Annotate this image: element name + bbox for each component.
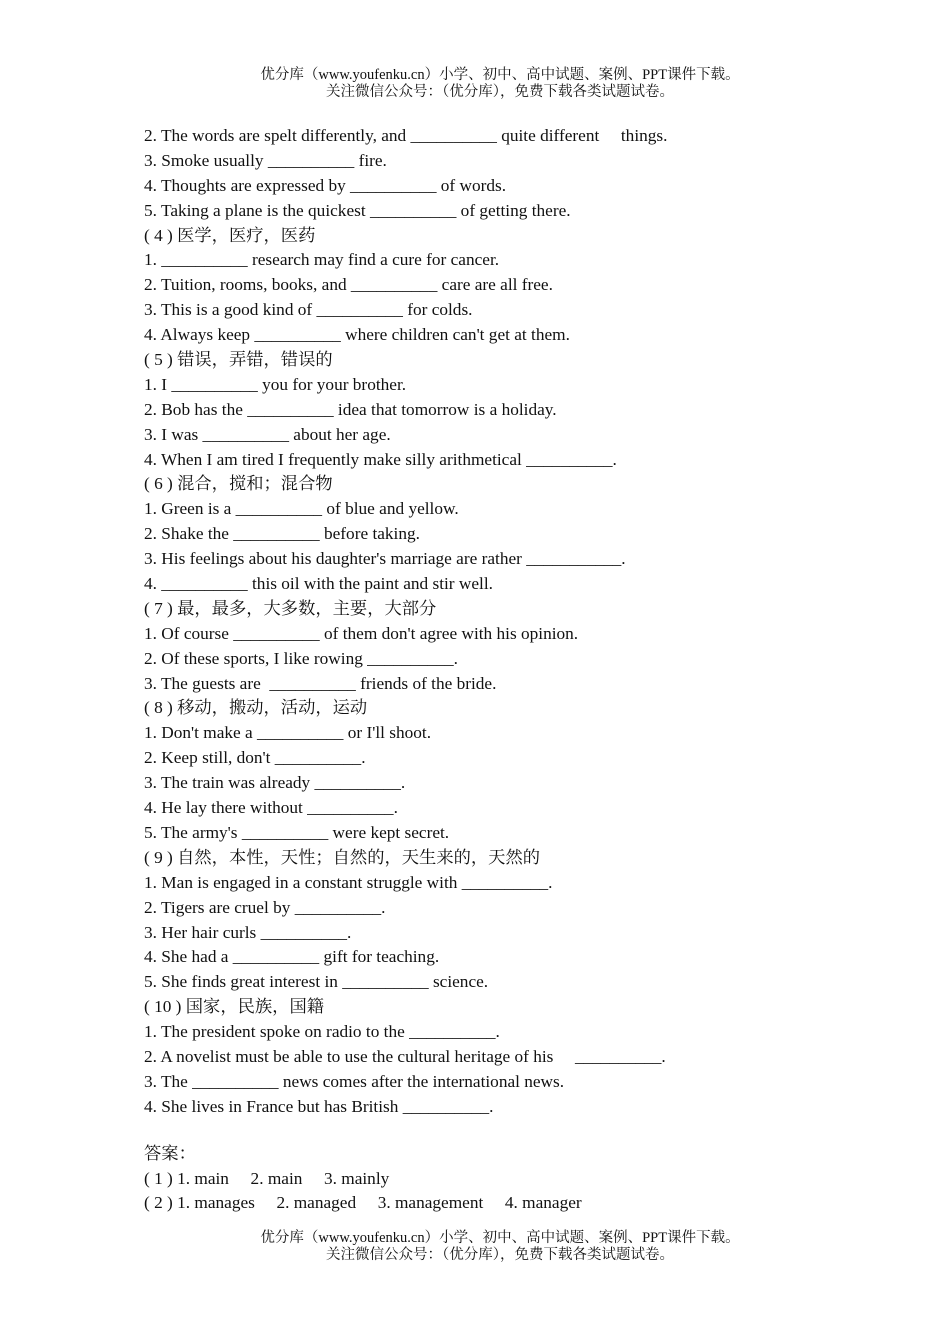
exercise-line: 3. The guests are __________ friends of the bride. [144,673,497,693]
section-heading: ( 6 ) 混合，搅和；混合物 [144,474,333,494]
section-heading: ( 10 ) 国家，民族，国籍 [144,997,325,1017]
exercise-line: 3. Smoke usually __________ fire. [144,150,387,170]
exercise-line: 2. Shake the __________ before taking. [144,524,420,544]
exercise-line: 3. This is a good kind of __________ for colds. [144,300,473,320]
exercise-line: 2. Of these sports, I like rowing __________. [144,648,458,668]
exercise-line: 1. Don't make a __________ or I'll shoot. [144,723,432,743]
exercise-line: 4. Always keep __________ where children can't get at them. [144,325,570,345]
page-footer [0,1230,950,1264]
exercise-line: 2. Bob has the __________ idea that tomorrow is a holiday. [144,399,557,419]
exercise-line: 1. __________ research may find a cure for cancer. [144,250,500,270]
exercise-line: 5. She finds great interest in __________ science. [144,972,489,992]
answer-line: ( 1 ) 1. main 2. main 3. mainly [144,1168,390,1188]
exercise-line: 1. The president spoke on radio to the __________. [144,1022,500,1042]
exercise-line: 5. Taking a plane is the quickest __________ of getting there. [144,200,571,220]
answer-line: ( 2 ) 1. manages 2. managed 3. management 4. manager [144,1193,582,1213]
exercise-line: 4. When I am tired I frequently make silly arithmetical __________. [144,449,617,469]
exercise-line: 5. The army's __________ were kept secret. [144,822,450,842]
section-heading: ( 9 ) 自然，本性，天性；自然的，天生来的，天然的 [144,847,541,867]
exercise-line: 1. Man is engaged in a constant struggle with __________. [144,872,553,892]
exercise-line: 2. Tigers are cruel by __________. [144,897,386,917]
spacer [144,1120,784,1142]
exercise-line: 3. I was __________ about her age. [144,424,391,444]
exercise-line: 1. Of course __________ of them don't agree with his opinion. [144,623,579,643]
exercise-line: 4. She had a __________ gift for teaching. [144,947,440,967]
exercise-line: 1. Green is a __________ of blue and yellow. [144,499,459,519]
answers-heading: 答案： [144,1143,196,1163]
footer-line-1: 优分库（www.youfenku.cn）小学、初中、高中试题、案例、PPT课件下载。 [260,1230,740,1246]
exercise-line: 3. The train was already __________. [144,773,406,793]
page-header [0,67,950,101]
exercise-line: 4. He lay there without __________. [144,798,398,818]
exercise-line: 2. Tuition, rooms, books, and __________ care are all free. [144,275,553,295]
section-heading: ( 8 ) 移动，搬动，活动，运动 [144,698,368,718]
header-line-1: 优分库（www.youfenku.cn）小学、初中、高中试题、案例、PPT课件下载。 [260,67,740,83]
exercise-line: 4. Thoughts are expressed by __________ of words. [144,175,507,195]
exercise-line: 4. __________ this oil with the paint and stir well. [144,574,493,594]
exercise-line: 2. Keep still, don't __________. [144,748,366,768]
footer-line-2: 关注微信公众号：（优分库），免费下载各类试题试卷。 [326,1247,674,1263]
exercise-line: 2. The words are spelt differently, and __________ quite different things. [144,126,668,145]
exercise-line: 1. I __________ you for your brother. [144,374,407,394]
worksheet-body [144,124,784,1216]
exercise-line: 3. His feelings about his daughter's marriage are rather ___________. [144,549,626,569]
section-heading: ( 7 ) 最，最多，大多数，主要，大部分 [144,598,437,618]
exercise-line: 2. A novelist must be able to use the cultural heritage of his __________. [144,1046,666,1066]
section-heading: ( 5 ) 错误，弄错，错误的 [144,350,333,370]
section-heading: ( 4 ) 医学，医疗，医药 [144,225,316,245]
exercise-line: 3. Her hair curls __________. [144,922,352,942]
exercise-line: 4. She lives in France but has British __________. [144,1096,494,1116]
exercise-line: 3. The __________ news comes after the international news. [144,1071,565,1091]
header-line-2: 关注微信公众号：（优分库），免费下载各类试题试卷。 [326,84,674,100]
